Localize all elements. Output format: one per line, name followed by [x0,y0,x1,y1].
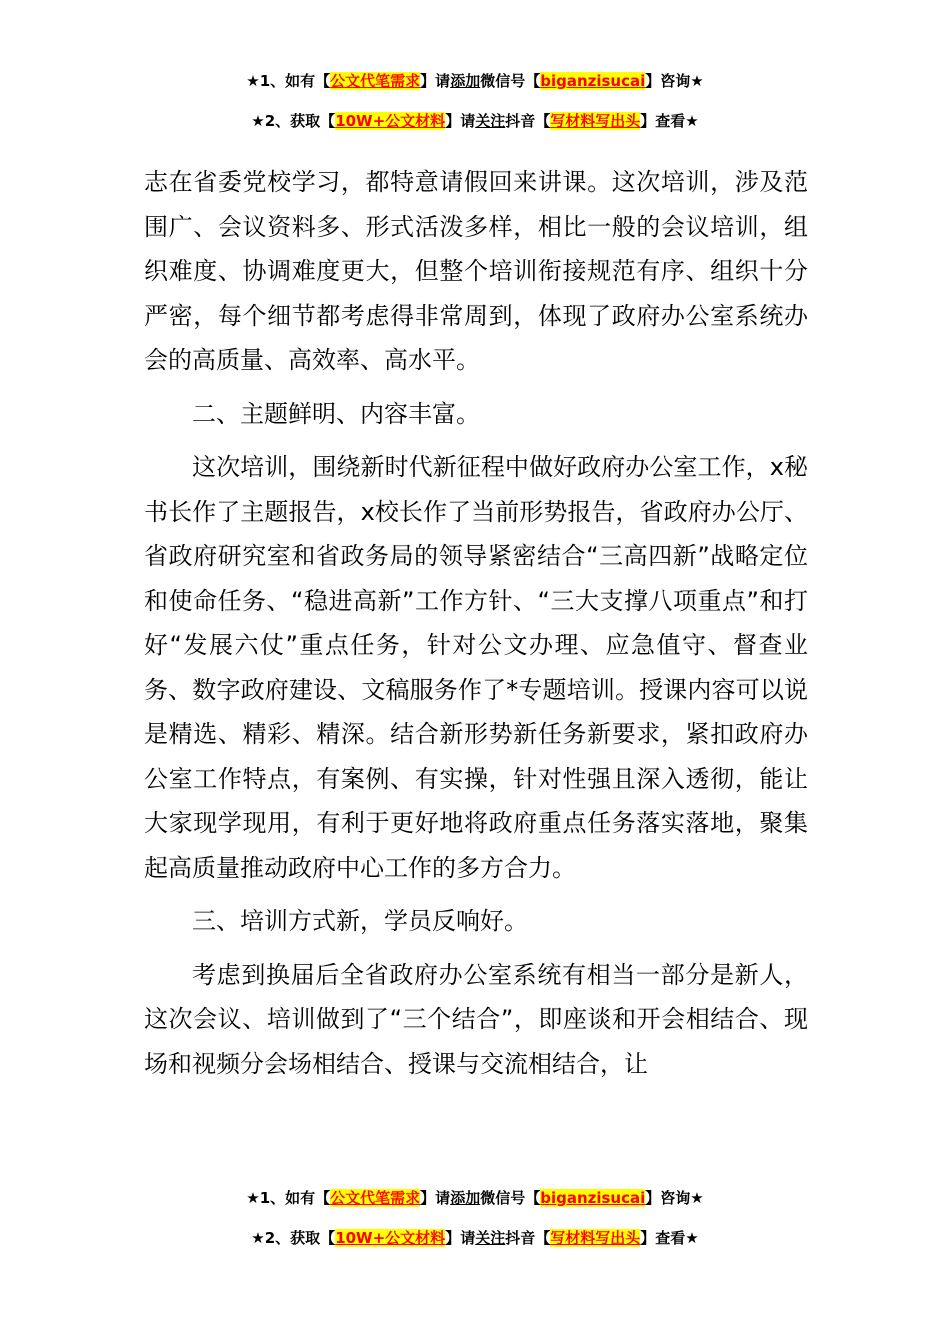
document-body [144,160,808,1095]
banner-text: ★1、如有【 [246,72,331,90]
banner-underlined-text: 添加 [450,72,481,90]
paragraph-continuation: 志在省委党校学习，都特意请假回来讲课。这次培训，涉及范围广、会议资料多、形式活泼多样，相比一般的会议培训，组织难度、协调难度更大，但整个培训衔接规范有序、组织十分严密，每个细节都考虑得非常周到，体现了政府办公室系统办会的高质量、高效率、高水平。 [144,168,808,374]
section-heading-3: 三、培训方式新，学员反响好。 [192,907,528,935]
banner-text: 微信号【 [480,72,541,90]
banner-highlight: biganzisucai [540,72,646,90]
banner-text: 】查看★ [640,112,699,130]
banner-text: 】请 [420,1189,451,1207]
banner-text: ★2、获取【 [251,112,336,130]
banner-highlight: 公文代笔需求 [330,72,421,90]
banner-highlight: 10W+公文材料 [335,112,446,130]
banner-text: 】咨询★ [645,1189,704,1207]
banner-highlight: 10W+公文材料 [335,1229,446,1247]
header-banner-line-2 [0,110,950,132]
paragraph-section-2: 这次培训，围绕新时代新征程中做好政府办公室工作，x秘书长作了主题报告，x校长作了当前形势报告，省政府办公厅、省政府研究室和省政务局的领导紧密结合“三高四新”战略定位和使命任务、“稳进高新”工作方针、“三大支撑八项重点”和打好“发展六仗”重点任务，针对公文办理、应急值守、督查业务、数字政府建设、文稿服务作了*专题培训。授课内容可以说是精选、精彩、精深。结合新形势新任务新要求，紧扣政府办公室工作特点，有案例、有实操，针对性强且深入透彻，能让大家现学现用，有利于更好地将政府重点任务落实落地，聚集起高质量推动政府中心工作的多方合力。 [144,453,808,882]
footer-banner-line-1 [0,1187,950,1209]
banner-text: 】请 [420,72,451,90]
banner-text: 】咨询★ [645,72,704,90]
footer-banner-line-2 [0,1227,950,1249]
banner-text: 抖音【 [505,112,551,130]
banner-underlined-text: 关注 [475,1229,506,1247]
section-heading-2: 二、主题鲜明、内容丰富。 [192,399,480,428]
banner-highlight: biganzisucai [540,1189,646,1207]
banner-highlight: 写材料写出头 [550,112,641,130]
banner-highlight: 公文代笔需求 [330,1189,421,1207]
banner-text: 微信号【 [480,1189,541,1207]
banner-highlight: 写材料写出头 [550,1229,641,1247]
banner-text: ★2、获取【 [251,1229,336,1247]
banner-text: 】请 [445,112,476,130]
banner-text: ★1、如有【 [246,1189,331,1207]
banner-text: 】查看★ [640,1229,699,1247]
banner-text: 抖音【 [505,1229,551,1247]
paragraph-section-3: 考虑到换届后全省政府办公室系统有相当一部分是新人，这次会议、培训做到了“三个结合”，即座谈和开会相结合、现场和视频分会场相结合、授课与交流相结合，让 [144,960,808,1078]
banner-underlined-text: 添加 [450,1189,481,1207]
banner-text: 】请 [445,1229,476,1247]
banner-underlined-text: 关注 [475,112,506,130]
header-banner-line-1 [0,70,950,92]
